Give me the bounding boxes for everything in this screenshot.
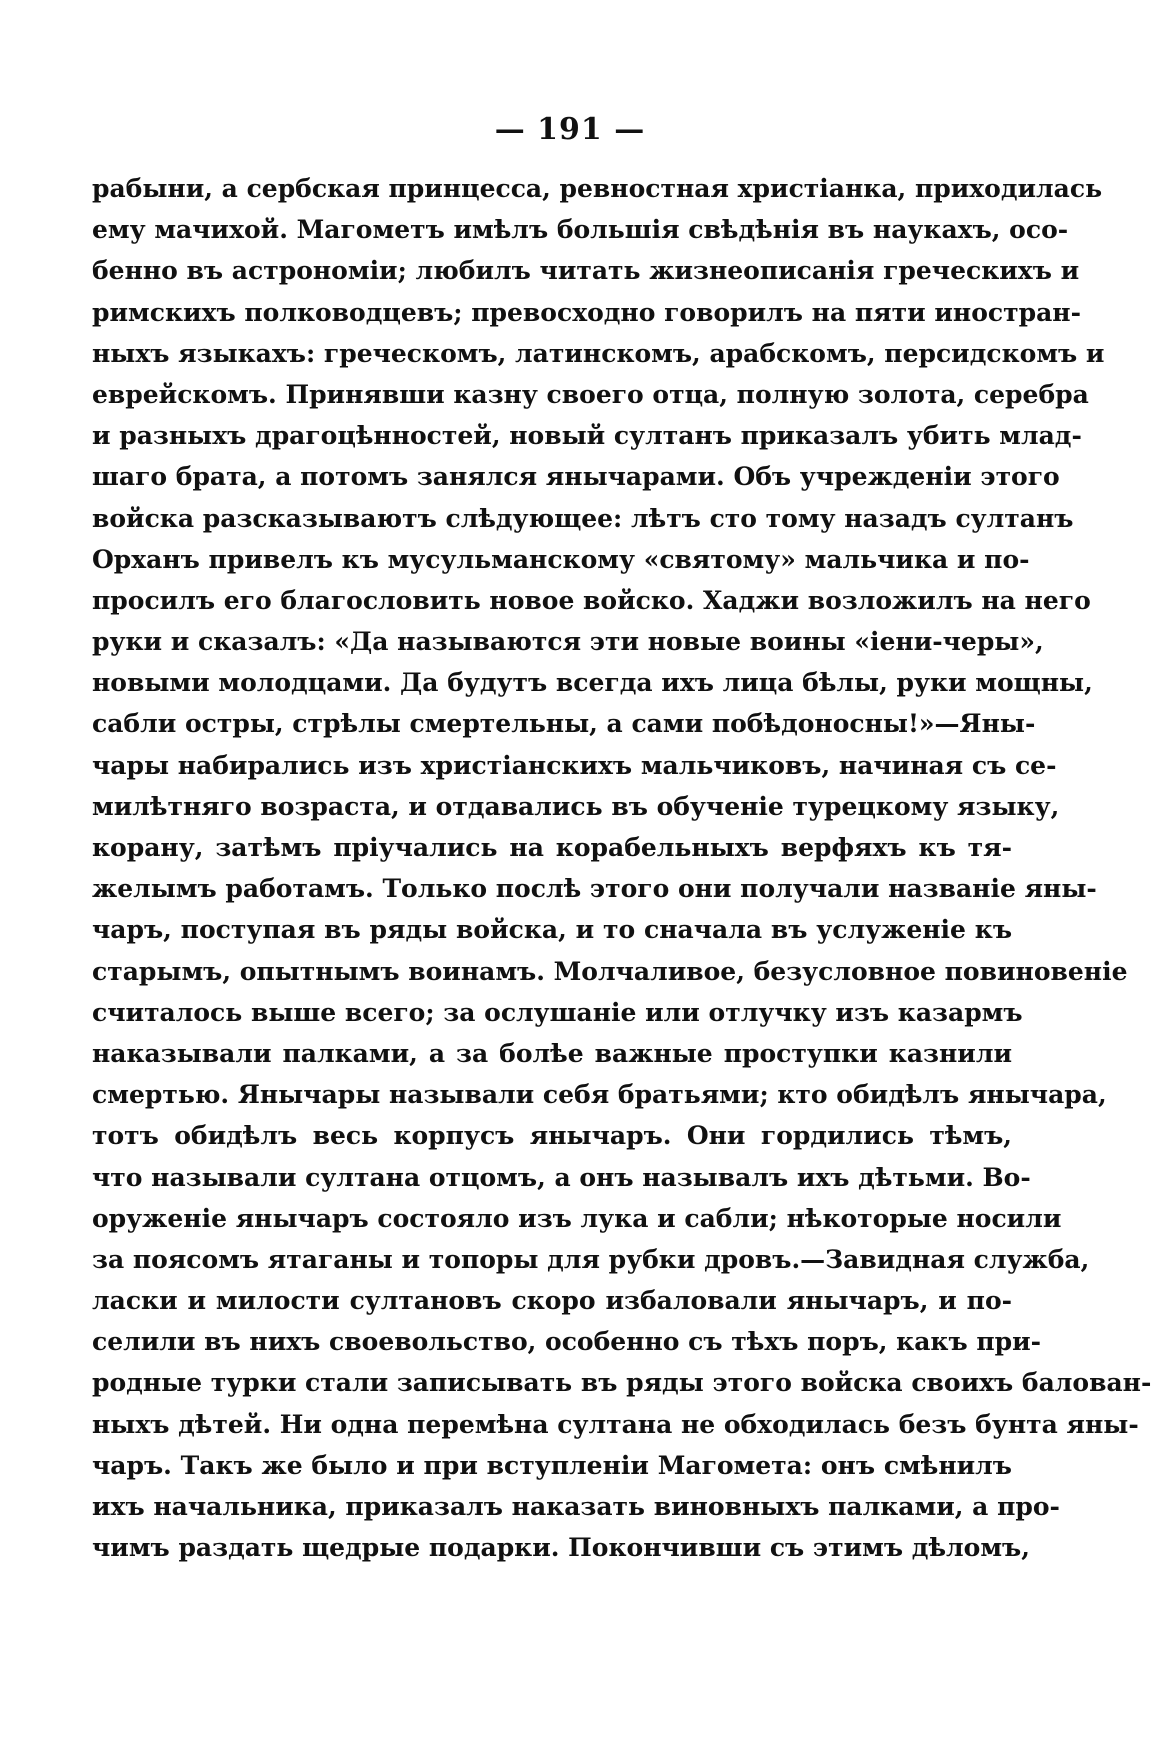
page-number: — 191 — — [494, 112, 646, 147]
text-line: милѣтняго возраста, и отдавались въ обученіе турецкому языку, — [92, 791, 1060, 821]
text-line: ныхъ языкахъ: греческомъ, латинскомъ, арабскомъ, персидскомъ и — [92, 338, 1105, 368]
text-line: за поясомъ ятаганы и топоры для рубки дровъ.—Завидная служба, — [92, 1244, 1090, 1274]
body-text — [92, 168, 1151, 1568]
text-line: сабли остры, стрѣлы смертельны, а сами побѣдоносны!»—Яны- — [92, 709, 1036, 739]
text-line: корану, затѣмъ пріучались на корабельныхъ верфяхъ къ тя- — [92, 833, 1012, 862]
text-line: чимъ раздать щедрые подарки. Покончивши съ этимъ дѣломъ, — [92, 1533, 1030, 1563]
text-line: ныхъ дѣтей. Ни одна перемѣна султана не обходилась безъ бунта яны- — [92, 1409, 1139, 1439]
text-line: наказывали палками, а за болѣе важные проступки казнили — [92, 1038, 1012, 1068]
text-line: Орханъ привелъ къ мусульманскому «святому» мальчика и по- — [92, 544, 1030, 574]
text-line: старымъ, опытнымъ воинамъ. Молчаливое, безусловное повиновеніе — [92, 956, 1128, 986]
text-line: рабыни, а сербская принцесса, ревностная христіанка, приходилась — [92, 174, 1103, 203]
text-line: смертью. Янычары называли себя братьями; кто обидѣлъ янычара, — [92, 1080, 1107, 1110]
text-line: желымъ работамъ. Только послѣ этого они получали названіе яны- — [92, 874, 1097, 904]
text-line: чары набирались изъ христіанскихъ мальчиковъ, начиная съ се- — [92, 750, 1057, 780]
text-line: чаръ. Такъ же было и при вступленіи Магомета: онъ смѣнилъ — [92, 1450, 1012, 1480]
text-line: родные турки стали записывать въ ряды этого войска своихъ балован- — [92, 1368, 1151, 1398]
text-line: ему мачихой. Магометъ имѣлъ большія свѣдѣнія въ наукахъ, осо- — [92, 215, 1069, 245]
text-line: шаго брата, а потомъ занялся янычарами. Объ учрежденіи этого — [92, 462, 1060, 492]
text-line: и разныхъ драгоцѣнностей, новый султанъ приказалъ убить млад- — [92, 421, 1082, 451]
text-line: просилъ его благословить новое войско. Хаджи возложилъ на него — [92, 585, 1091, 615]
text-line: римскихъ полководцевъ; превосходно говорилъ на пяти иностран- — [92, 297, 1081, 327]
text-line: новыми молодцами. Да будутъ всегда ихъ лица бѣлы, руки мощны, — [92, 668, 1093, 698]
text-line: что называли султана отцомъ, а онъ называлъ ихъ дѣтьми. Во- — [92, 1162, 1031, 1192]
text-line: тотъ обидѣлъ весь корпусъ янычаръ. Они гордились тѣмъ, — [92, 1121, 1012, 1151]
text-line: бенно въ астрономіи; любилъ читать жизнеописанія греческихъ и — [92, 256, 1080, 286]
text-line: оруженіе янычаръ состояло изъ лука и сабли; нѣкоторые носили — [92, 1203, 1062, 1233]
text-line: селили въ нихъ своевольство, особенно съ тѣхъ поръ, какъ при- — [92, 1327, 1042, 1357]
text-line: ласки и милости султановъ скоро избаловали янычаръ, и по- — [92, 1286, 1012, 1316]
text-line: чаръ, поступая въ ряды войска, и то сначала въ услуженіе къ — [92, 915, 1012, 945]
text-line: руки и сказалъ: «Да называются эти новые воины «іени-черы», — [92, 627, 1044, 657]
text-line: считалось выше всего; за ослушаніе или отлучку изъ казармъ — [92, 997, 1023, 1027]
text-line: еврейскомъ. Принявши казну своего отца, полную золота, серебра — [92, 379, 1089, 409]
text-line: войска разсказываютъ слѣдующее: лѣтъ сто тому назадъ султанъ — [92, 503, 1074, 533]
text-line: ихъ начальника, приказалъ наказать виновныхъ палками, а про- — [92, 1492, 1060, 1521]
